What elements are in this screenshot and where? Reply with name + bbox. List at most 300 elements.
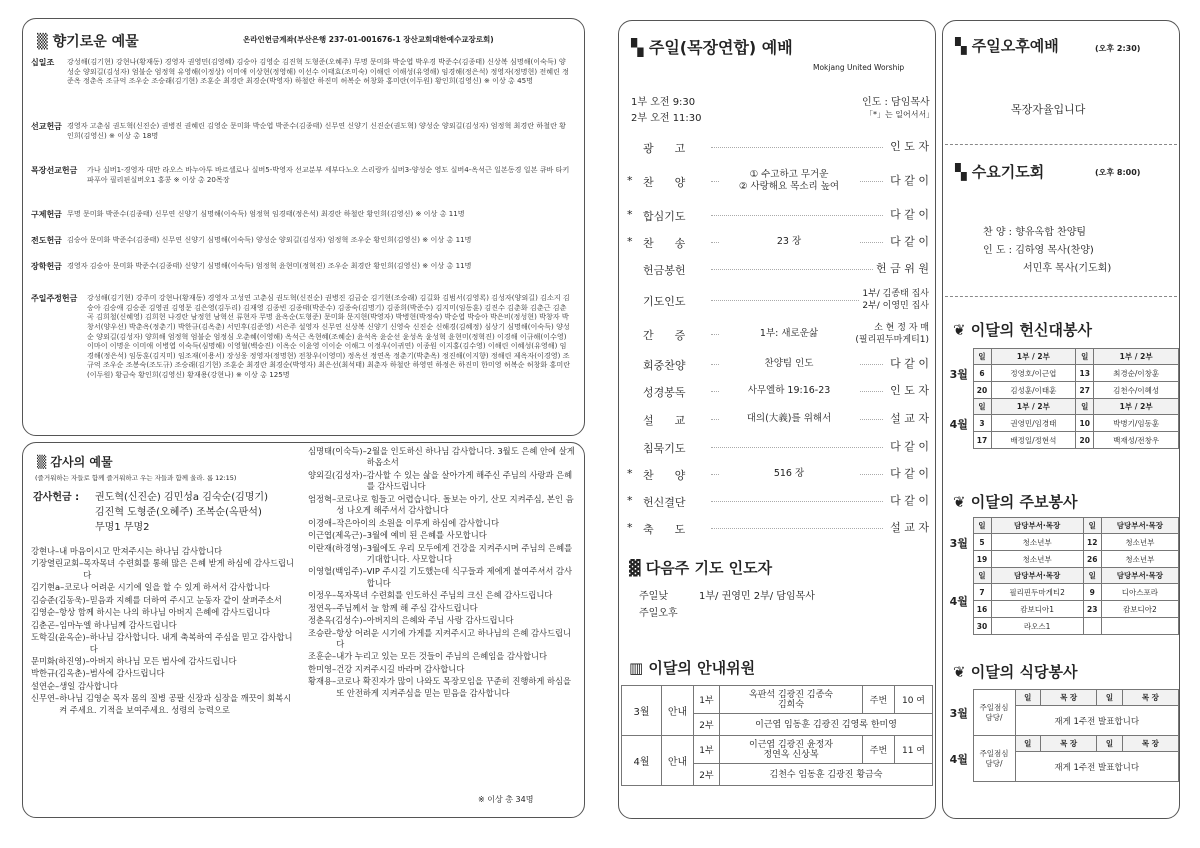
- column-header: 일: [1076, 399, 1094, 415]
- table-row: [945, 618, 1179, 635]
- day-cell: 9: [1083, 584, 1101, 601]
- thanks-name: 양외길(김성자): [308, 469, 363, 480]
- thanks-message: 건강 지켜주시길 바라며 감사합니다: [336, 663, 465, 674]
- wednesday-title: ▚ 수요기도회: [955, 163, 1045, 181]
- order-item-leader: 다 같 이: [887, 236, 929, 248]
- thanks-name: 한미영: [308, 663, 333, 674]
- order-item-name: 합심기도: [643, 209, 686, 223]
- order-leader-line: [711, 528, 883, 529]
- thanks-name: 정춘옥(김성수): [308, 615, 363, 626]
- thanks-name: 황재용: [308, 676, 333, 687]
- thanks-dash: –: [332, 651, 337, 662]
- assignee-cell: 필리핀두마게티2: [991, 584, 1083, 601]
- thanks-item: [31, 656, 299, 667]
- column-header: 담당부서·목장: [1101, 518, 1178, 534]
- thanks-name: 이란재(하경영): [308, 542, 363, 553]
- day-cell: 26: [1083, 551, 1101, 568]
- thanks-message: 2월을 인도하신 하나님 감사합니다. 3월도 은혜 안에 살게 하옵소서: [366, 446, 575, 468]
- assignee-cell: 권영민/임경태: [991, 415, 1076, 432]
- dining-note: 재게 1주전 발표합니다: [1015, 752, 1179, 782]
- usher-names: 옥판석 김광진 김종숙 김희숙: [720, 686, 863, 714]
- thanks-item: [308, 664, 578, 675]
- column-header: 일: [973, 349, 991, 365]
- column-header: 일: [1083, 568, 1101, 584]
- part-cell: 1부: [694, 736, 720, 764]
- duty-tag: 주번: [863, 686, 895, 714]
- thanks-offering-label: 감사헌금 :: [33, 492, 80, 503]
- heart-icon: ❦: [953, 493, 971, 511]
- prayer-value-1: 1부/ 권영민 2부/ 담임목사: [699, 591, 815, 602]
- thanks-message: 항상 함께 하시는 나의 하나님 아버지 은혜에 감사드립니다: [59, 607, 271, 618]
- day-cell: 20: [973, 382, 991, 399]
- offering-names: 강성해(김기현) 강주미 강현나(황재동) 경영자 고성연 고춘심 권도혁(신진순) 권병진 김금순 김기현(조승래) 김길화 김범서(김영록) 김성자(양외길) 김소지 김승아 김승애 김승준 김영권 김영문 김은영(김두리) 김재영 김종빈 김종태(박준수) 김종숙(김명기) 김종희(박준수) 김지미(임동훈) 김진수 김춘화 김춘근 김춘곡 김희철(신혜영) 김희현 나경란 남정헌 남혁선 류현자 무명 윤옥순(도형준) 문미화 문지현(박영자) 박병현(박정숙) 박순엽 박승아 박은비(정성현) 박창자 박창서(양우선) 박춘옥(정춘기) 박한규(김옥춘) 서민후(김준영) 서은주 설영자 신무연 신상복 신양기 신영숙 신진순 신해경(김혜정) 심상기 심명해(이숙득) 양성순 양외길(김성자) 양희해 엄정혁 엄불순 엄정심 오춘혜(이영해) 옥석근 옥현혜(조혜순) 윤석옥 윤순선 윤성옥 윤성혁 윤현미(정혁진) 이경해 이규해(이수영) 이마이 이명운 이미애 이병엽 이숙득(심명해) 이영혈(백승진) 이옥순 이윤영 이이순 이해그 이정우(이귀연) 이종원 이지홍(김수영) 이해린 이혜성(유영해) 임경해(정은석) 임동훈(김지미) 임조재(이용서) 장성웅 정영자(정명현) 전창우(이영미) 정옥선 정연옥 정춘기(박춘옥) 정진해(이지향) 정해린 제옥자(이경영) 조규억 조우순 조봉숙(조도규) 조승래(김기현) 조훈순 최경란 최경순(박영자) 최은선(최석태) 최춘자 하철란 하영연 하정은 하진미 한미영 허복순 허창화 홍미란(이두원) 황금숙 황인희(김영신) 황재용(강현나) ※ 이상 총 125명: [87, 293, 571, 380]
- thanks-item: [308, 518, 578, 529]
- offering-label: 구제헌금: [31, 210, 62, 219]
- thanks-item: [308, 446, 578, 469]
- thanks-message: 감사할 수 있는 삶을 살아가게 해주신 주님의 사랑과 은혜를 감사드립니다: [366, 469, 573, 492]
- table-header-row: [945, 568, 1179, 584]
- table-row: [945, 584, 1179, 601]
- thanks-dash: –: [332, 602, 337, 613]
- thanks-dash: –: [55, 546, 60, 556]
- thanks-message: 3월에도 우리 모두에게 건강을 지켜주시며 주님의 은혜를 기대합니다. 사모합니다: [366, 542, 573, 564]
- table-row: [622, 736, 933, 764]
- order-leader-line: [711, 501, 883, 502]
- assignee-cell: 배정일/정현석: [991, 432, 1076, 449]
- order-item-leader: 다 같 이: [887, 468, 929, 480]
- thanks-dash: –: [85, 632, 90, 643]
- thanks-dash: –: [362, 469, 367, 480]
- thanks-dash: –: [85, 655, 90, 666]
- divider: [945, 144, 1177, 145]
- thanks-total: ※ 이상 총 34명: [478, 795, 534, 804]
- order-leader-line: [711, 269, 883, 270]
- dining-title: ❦ 이달의 식당봉사: [953, 663, 1078, 681]
- ushers-table: [621, 685, 933, 786]
- day-cell: 12: [1083, 534, 1101, 551]
- thanks-item: [308, 628, 578, 651]
- thanks-name: 박한규(김옥춘): [31, 668, 86, 679]
- afternoon-text: 목장자율입니다: [1011, 103, 1086, 116]
- day-cell: 20: [1076, 432, 1094, 449]
- thanks-name: 설연순: [31, 680, 56, 691]
- order-item-leader: 설 교 자: [887, 522, 929, 534]
- heart-icon: ❦: [953, 663, 971, 681]
- assignee-cell: 최경순/이창훈: [1094, 365, 1179, 382]
- order-item-leader: 다 같 이: [887, 495, 929, 507]
- afternoon-title: ▚ 주일오후예배: [955, 37, 1059, 55]
- thanks-message: 내 마음이시고 만져주시는 하나님 감사합니다: [59, 546, 223, 556]
- assignee-cell: 정영호/이근엽: [991, 365, 1076, 382]
- thanks-title: ▒ 감사의 예물: [37, 455, 113, 469]
- offering-label: 십일조: [31, 58, 55, 67]
- list-icon: ▒: [37, 455, 51, 469]
- order-item-leader: 다 같 이: [887, 358, 929, 370]
- column-header: 일: [973, 399, 991, 415]
- order-item-name: 성경봉독: [643, 385, 686, 399]
- thanks-name: 이영혈(백임주): [308, 566, 363, 577]
- thanks-dash: –: [332, 517, 337, 528]
- thanks-dash: –: [332, 590, 337, 601]
- thanks-name: 김승준(김동욱): [31, 594, 86, 605]
- table-row: [945, 551, 1179, 568]
- dining-grid: [945, 689, 1179, 782]
- order-item-leader: 소 현 정 자 매 (필리핀두마게티1): [852, 322, 929, 346]
- thanks-panel: [22, 442, 585, 818]
- column-header: 1부 / 2부: [991, 399, 1076, 415]
- column-header: 일: [1076, 349, 1094, 365]
- column-header: 일: [1015, 736, 1041, 752]
- bulletin-grid: [945, 517, 1179, 635]
- required-mark: *: [627, 520, 633, 534]
- thanks-dash: –: [332, 663, 337, 674]
- month-cell: 3월: [949, 706, 968, 720]
- thanks-subtitle: (즐거워하는 자들로 함께 즐거워하고 우는 자들과 함께 울라. 롬 12:15): [35, 474, 237, 482]
- thanks-dash: –: [55, 680, 60, 691]
- thanks-item: [308, 530, 578, 541]
- dining-label: 주일점심 담당/: [973, 690, 1015, 736]
- month-cell: 4월: [949, 752, 968, 766]
- thanks-item: [31, 620, 299, 631]
- thanks-name: 기장열린교회: [31, 558, 80, 569]
- thanks-message: 작은아이의 소원을 이루게 하심에 감사합니다: [336, 517, 500, 528]
- order-item-leader: 1부/ 김종태 집사 2부/ 이영민 집사: [859, 288, 929, 312]
- thanks-message: 코로나 확진자가 많이 나와도 목장모임을 꾸준히 진행하게 하심을 또 안전하게 지켜주심을 믿는 믿음을 감사합니다: [336, 676, 572, 698]
- order-item-name: 침묵기도: [643, 441, 686, 455]
- thanks-name: 조승란: [308, 627, 333, 638]
- column-header: 1부 / 2부: [1094, 349, 1179, 365]
- column-header: 일: [1083, 518, 1101, 534]
- bullet-icon: ▓: [629, 559, 646, 577]
- thanks-dash: –: [362, 542, 367, 553]
- part-cell: 2부: [694, 714, 720, 736]
- thanks-item: [31, 607, 299, 618]
- thanks-dash: –: [79, 558, 84, 569]
- assignee-cell: 캄보디아1: [991, 601, 1083, 618]
- table-header-row: [945, 399, 1179, 415]
- order-item-name: 헌금봉헌: [643, 263, 686, 277]
- bulletin-title: ❦ 이달의 주보봉사: [953, 493, 1078, 511]
- thanks-message: 범사에 감사드립니다: [89, 668, 165, 679]
- thanks-name: 이경애: [308, 517, 333, 528]
- assignee-cell: 백재성/전창우: [1094, 432, 1179, 449]
- role-cell: 안내: [662, 686, 694, 736]
- order-item-detail: 찬양팀 인도: [719, 358, 859, 370]
- duty-number: 10 여: [895, 686, 933, 714]
- prayer-title: ▓ 다음주 기도 인도자: [629, 559, 773, 577]
- ushers-grid: [621, 685, 933, 786]
- column-header: 목 장: [1041, 690, 1097, 706]
- assignee-cell: 박병기/임동훈: [1094, 415, 1179, 432]
- offerings-panel: [22, 18, 585, 436]
- assignee-cell: 캄보디아2: [1101, 601, 1178, 618]
- order-item-leader: 다 같 이: [887, 175, 929, 187]
- month-cell: 3월: [949, 367, 968, 381]
- thanks-name: 도학길(윤옥순): [31, 632, 86, 643]
- column-header: 목 장: [1122, 736, 1178, 752]
- order-item-leader: 인 도 자: [887, 385, 929, 397]
- thanks-dash: –: [332, 627, 337, 638]
- order-item-name: 찬 양: [643, 175, 686, 189]
- offering-label: 목장선교헌금: [31, 166, 78, 175]
- day-cell: 30: [973, 618, 991, 635]
- required-mark: *: [627, 493, 633, 507]
- divider: [945, 296, 1177, 297]
- time-1: 1부 오전 9:30: [631, 97, 696, 108]
- table-header-row: [945, 736, 1179, 752]
- thanks-item: [308, 543, 578, 566]
- thanks-item: [308, 603, 578, 614]
- thanks-dash: –: [85, 594, 90, 605]
- column-header: 일: [973, 518, 991, 534]
- day-cell: 7: [973, 584, 991, 601]
- month-cell: 3월: [949, 536, 968, 550]
- ushers-title: ▥ 이달의 안내위원: [629, 659, 756, 677]
- assignee-cell: 청소년부: [1101, 534, 1178, 551]
- thanks-item: [31, 668, 299, 679]
- order-leader-line: [711, 447, 883, 448]
- thanks-name: 김춘곤: [31, 619, 56, 630]
- thanks-message: 코로나로 힘들고 어렵습니다. 돌보는 아기, 산모 지켜주심, 본인 음성 나오게 해주셔서 감사합니다: [336, 493, 574, 516]
- order-item-name: 찬 송: [643, 236, 686, 250]
- time-2: 2부 오전 11:30: [631, 113, 702, 124]
- month-cell: 3월: [622, 686, 662, 736]
- table-row: [945, 432, 1179, 449]
- schedule-panel: [942, 20, 1180, 819]
- thanks-message: 코로나 어려운 시기에 일을 할 수 있게 하셔서 감사합니다: [64, 582, 270, 593]
- bullet-icon: ▚: [955, 163, 972, 181]
- thanks-name: 문미화(하진영): [31, 655, 86, 666]
- role-cell: 안내: [662, 736, 694, 786]
- account-info: 온라인헌금계좌(부산은행 237-01-001676-1 장산교회대한예수교장로회): [243, 35, 494, 44]
- offering-names: 경영자 고춘심 권도혁(신진순) 권병진 권혜린 김영순 문미화 박순엽 박준수(김종태) 신무연 신양기 신진순(권도혁) 양성순 양외길(김성자) 엄정혁 최경란 하철란 황인희(김영신) ※ 이상 총 18명: [67, 121, 567, 140]
- order-item-name: 간 증: [643, 328, 686, 342]
- day-cell: 17: [973, 432, 991, 449]
- order-item-leader: 인 도 자: [887, 141, 929, 153]
- thanks-dash: –: [362, 615, 367, 626]
- thanks-list-left: [31, 546, 299, 717]
- order-item-name: 기도인도: [643, 294, 686, 308]
- offering-names: 김승아 문미화 박준수(김종태) 신무연 신양기 심명해(이숙득) 양성순 양외길(김성자) 엄정혁 조우순 황인희(김영신) ※ 이상 총 11명: [67, 235, 472, 244]
- usher-names: 김천수 임동훈 김광진 황금숙: [720, 764, 933, 786]
- month-cell: 4월: [622, 736, 662, 786]
- dining-label: 주일점심 담당/: [973, 736, 1015, 782]
- bullet-icon: ▥: [629, 659, 649, 677]
- thanks-name: 심명태(이숙득): [308, 446, 363, 456]
- order-item-leader: 설 교 자: [887, 413, 929, 425]
- thanks-names-1: 권도혁(신진순) 김민성a 김숙순(김명기): [95, 492, 268, 503]
- order-leader-line: [711, 300, 883, 301]
- thanks-dash: –: [55, 607, 60, 618]
- bulletin-table: [945, 517, 1179, 635]
- order-item-detail: 사무엘하 19:16-23: [719, 385, 859, 397]
- list-icon: ▒: [37, 34, 53, 50]
- prayer-label-2: 주일오후: [639, 608, 678, 619]
- usher-names: 이근엽 임동훈 김광진 김영록 한미영: [720, 714, 933, 736]
- thanks-name: 이정우: [308, 590, 333, 601]
- offering-label: 장학헌금: [31, 262, 62, 271]
- offering-label: 주일주정헌금: [31, 294, 78, 303]
- thanks-dash: –: [55, 619, 60, 630]
- worship-subtitle: Mokjang United Worship: [813, 63, 905, 72]
- required-mark: *: [627, 466, 633, 480]
- leader-note: 인도 : 담임목사: [862, 97, 930, 108]
- column-header: 담당부서·목장: [991, 568, 1083, 584]
- thanks-item: [31, 582, 299, 593]
- thanks-dash: –: [60, 582, 65, 593]
- bullet-icon: ▚: [631, 38, 649, 57]
- thanks-message: 하나님 김영순 목자 몸의 질병 공팔 신장과 심장을 깨끗이 회복시켜 주세요. 기적을 보여주세요. 성령의 능력으로: [59, 693, 292, 715]
- thanks-item: [31, 681, 299, 692]
- thanks-item: [31, 595, 299, 606]
- day-cell: 23: [1083, 601, 1101, 618]
- thanks-dash: –: [332, 493, 337, 504]
- column-header: 일: [1097, 690, 1123, 706]
- offering-names: 강성해(김기현) 강현나(황재동) 경영자 권영민(김영혜) 김승아 김영순 김진혁 도형준(오혜주) 무명 문미화 박순엽 박우경 박준수(김종태) 신상복 심명해(이숙득) 양성순 양외길(김성자) 엄불순 엄정혁 유영해(이정상) 이미애 이상현(정영해) 이선수 이태효(조미숙) 이해린 이해성(유영해) 임경해(정은석) 정영자(정명현) 전혜린 정준옥 정춘옥 조규억 조우순 조승래(김기현) 조훈순 최경란 최경순(박영자) 하철란 하진미 허복순 허창화 홍미란(이두원) 황인희(김영신) ※ 이상 총 45명: [67, 57, 570, 86]
- duty-number: 11 여: [895, 736, 933, 764]
- part-cell: 2부: [694, 764, 720, 786]
- assignee-cell: 청소년부: [1101, 551, 1178, 568]
- thanks-dash: –: [362, 566, 367, 577]
- duty-tag: 주번: [863, 736, 895, 764]
- assignee-cell: 김천수/이혜성: [1094, 382, 1179, 399]
- dining-note: 재게 1주전 발표합니다: [1015, 706, 1179, 736]
- wednesday-time: (오후 8:00): [1095, 168, 1141, 177]
- offerings-title: ▒ 향기로운 예물: [37, 34, 139, 50]
- afternoon-time: (오후 2:30): [1095, 44, 1141, 53]
- offering-names: 무명 문미화 박준수(김종태) 신무연 신양기 심명해(이숙득) 엄정혁 임경태(정은석) 최경란 하철란 황인희(김영신) ※ 이상 총 11명: [67, 209, 465, 218]
- column-header: 담당부서·목장: [1101, 568, 1178, 584]
- thanks-name: 신무연: [31, 693, 56, 704]
- thanks-name: 김기현a: [31, 582, 61, 593]
- day-cell: [1083, 618, 1101, 635]
- thanks-item: [308, 470, 578, 493]
- required-mark: *: [627, 234, 633, 248]
- worship-title: ▚ 주일(목장연합) 예배: [631, 38, 793, 57]
- assignee-cell: [1101, 618, 1178, 635]
- prayer-label-1: 주일낮: [639, 591, 668, 602]
- required-mark: *: [627, 173, 633, 187]
- thanks-name: 엄정혁: [308, 493, 333, 504]
- thanks-message: 아버지의 은혜와 주님 사랑 감사드립니다: [366, 615, 514, 626]
- table-row: [622, 686, 933, 714]
- day-cell: 6: [973, 365, 991, 382]
- column-header: 일: [1097, 736, 1123, 752]
- order-item-detail: 1부: 새로운삶: [719, 328, 859, 340]
- order-item-name: 축 도: [643, 522, 686, 536]
- wednesday-line-1: 찬 양 : 향유옥합 찬양팀: [983, 227, 1087, 238]
- thanks-message: 주님께서 늘 함께 해 주심 감사드립니다: [336, 602, 478, 613]
- dedication-title: ❦ 이달의 헌신대봉사: [953, 321, 1092, 339]
- day-cell: 16: [973, 601, 991, 618]
- day-cell: 19: [973, 551, 991, 568]
- dedication-grid: [945, 348, 1179, 449]
- table-row: [945, 365, 1179, 382]
- thanks-dash: –: [362, 530, 367, 541]
- thanks-item: [31, 546, 299, 557]
- thanks-item: [308, 494, 578, 517]
- order-leader-line: [711, 215, 883, 216]
- order-item-name: 회중찬양: [643, 358, 686, 372]
- month-cell: 4월: [949, 417, 968, 431]
- table-row: [945, 415, 1179, 432]
- order-leader-line: [711, 147, 883, 148]
- thanks-message: 하나님 감사합니다. 내게 축복하여 주심을 믿고 감사합니다: [89, 632, 293, 654]
- thanks-message: 믿음과 지혜를 더하여 주시고 눈동자 같이 살펴주소서: [89, 594, 282, 605]
- thanks-name: 정연옥: [308, 602, 333, 613]
- stand-note: 「*」는 일어서서」: [865, 110, 935, 119]
- thanks-message: 내가 누리고 있는 모든 것들이 주님의 은혜임을 감사합니다: [336, 651, 548, 662]
- table-row: [945, 534, 1179, 551]
- thanks-item: [308, 566, 578, 589]
- order-item-name: 설 교: [643, 413, 686, 427]
- column-header: 목 장: [1041, 736, 1097, 752]
- column-header: 1부 / 2부: [1094, 399, 1179, 415]
- thanks-names-3: 무명1 무명2: [95, 522, 150, 533]
- worship-panel: [618, 20, 936, 819]
- thanks-name: 이근엽(제옥근): [308, 530, 363, 541]
- thanks-dash: –: [332, 676, 337, 687]
- offering-label: 선교헌금: [31, 122, 62, 131]
- wednesday-line-2: 인 도 : 김하영 목사(찬양): [983, 245, 1094, 256]
- order-item-detail: 대의(大義)를 위해서: [719, 413, 859, 425]
- dedication-table: [945, 348, 1179, 449]
- order-item-detail: 516 장: [719, 468, 859, 480]
- order-item-name: 헌신결단: [643, 495, 686, 509]
- thanks-message: 아버지 하나님 모든 범사에 감사드립니다: [89, 655, 237, 666]
- order-item-name: 광 고: [643, 141, 686, 155]
- bullet-icon: ▚: [955, 37, 972, 55]
- assignee-cell: 청소년부: [991, 551, 1083, 568]
- thanks-names-2: 김진혁 도형준(오혜주) 조복순(옥판석): [95, 507, 262, 518]
- thanks-list-right: [308, 446, 578, 700]
- day-cell: 5: [973, 534, 991, 551]
- dining-table: [945, 689, 1179, 782]
- table-header-row: [945, 690, 1179, 706]
- order-item-name: 찬 양: [643, 468, 686, 482]
- assignee-cell: 청소년부: [991, 534, 1083, 551]
- day-cell: 10: [1076, 415, 1094, 432]
- offering-names: 경영자 김승아 문미화 박준수(김종태) 신양기 심명해(이숙득) 엄정혁 윤현미(정혁진) 조우순 최경란 황인희(김영신) ※ 이상 총 11명: [67, 261, 472, 270]
- thanks-item: [308, 590, 578, 601]
- part-cell: 1부: [694, 686, 720, 714]
- heart-icon: ❦: [953, 321, 971, 339]
- thanks-name: 강현나: [31, 546, 56, 556]
- thanks-message: 목자목녀 수련회를 인도하신 주님의 크신 은혜 감사드립니다: [336, 590, 553, 601]
- column-header: 일: [1015, 690, 1041, 706]
- offering-label: 전도헌금: [31, 236, 62, 245]
- day-cell: 3: [973, 415, 991, 432]
- thanks-message: 항상 어려운 시기에 가게를 지켜주시고 하나님의 은혜 감사드립니다: [336, 627, 572, 649]
- table-header-row: [945, 518, 1179, 534]
- required-mark: *: [627, 207, 633, 221]
- thanks-message: VIP 주시길 기도했는데 식구들과 제에게 붙여주셔서 감사합니다: [366, 566, 573, 588]
- table-row: [945, 601, 1179, 618]
- order-item-leader: 헌 금 위 원: [873, 263, 929, 275]
- table-row: [945, 382, 1179, 399]
- table-header-row: [945, 349, 1179, 365]
- thanks-dash: –: [85, 668, 90, 679]
- order-item-leader: 다 같 이: [887, 209, 929, 221]
- usher-names: 이근엽 김광진 윤정자 정연옥 신상복: [720, 736, 863, 764]
- thanks-item: [31, 632, 299, 655]
- thanks-message: 생일 감사합니다: [59, 680, 118, 691]
- thanks-item: [308, 676, 578, 699]
- thanks-name: 조훈순: [308, 651, 333, 662]
- day-cell: 13: [1076, 365, 1094, 382]
- wednesday-line-3: 서민후 목사(기도회): [1023, 263, 1112, 274]
- thanks-message: 임마누엘 하나님께 감사드립니다: [59, 619, 177, 630]
